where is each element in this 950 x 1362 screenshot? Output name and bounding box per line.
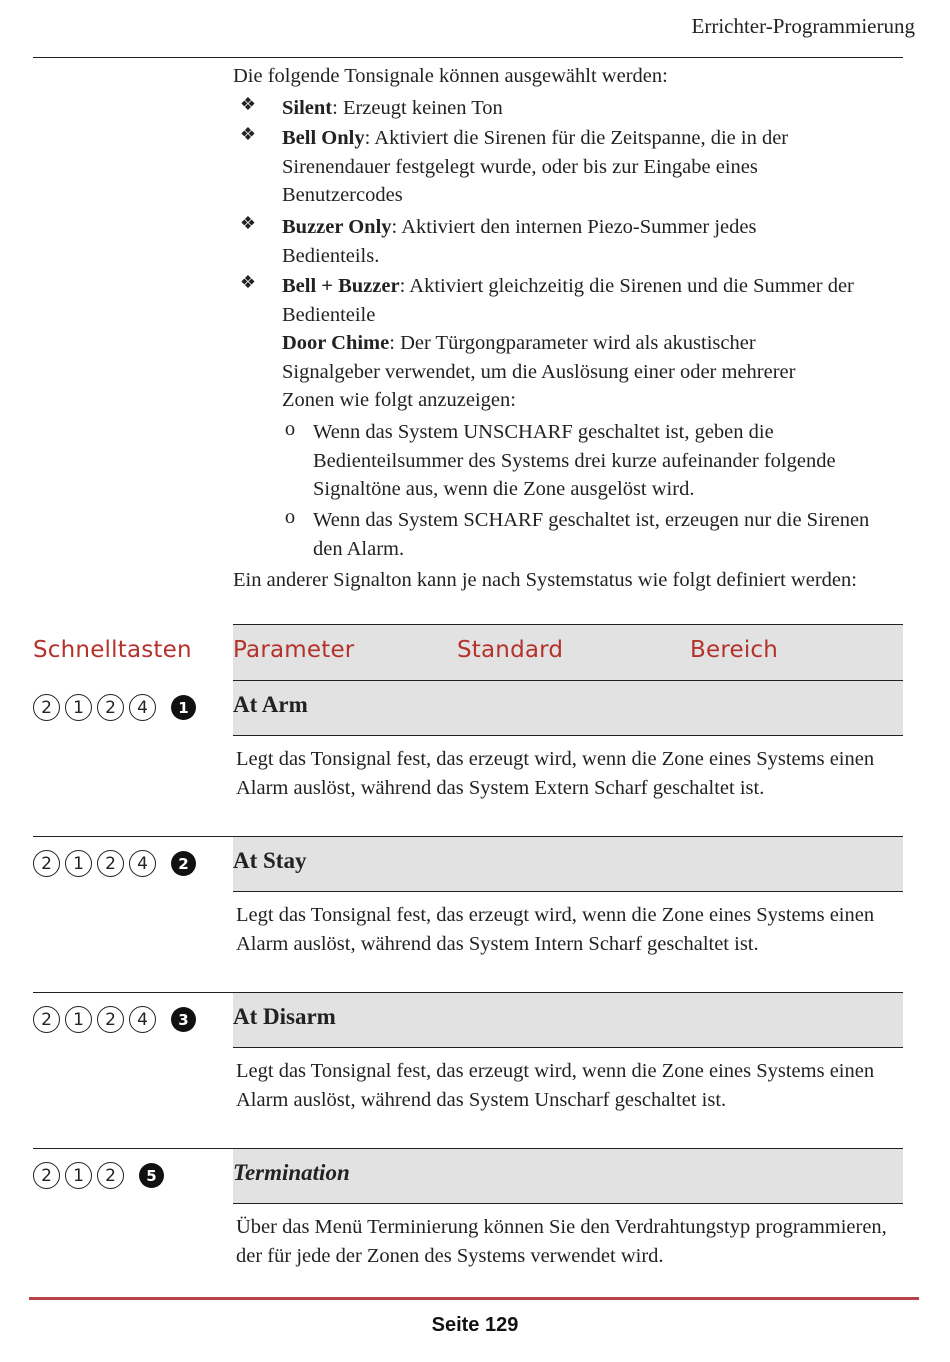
param-at-disarm: At Disarm [233,1004,336,1029]
key-2-icon: 2 [97,694,124,721]
param-description: Legt das Tonsignal fest, das erzeugt wird, wenn die Zone eines Systems einen Alarm auslöst, während das System Extern Scharf geschaltet ist. [236,748,875,799]
param-description: Legt das Tonsignal fest, das erzeugt wird, wenn die Zone eines Systems einen Alarm auslöst, während das System Unscharf geschaltet ist. [236,1060,875,1111]
key-1-icon: 1 [65,850,92,877]
param-description: Über das Menü Terminierung können Sie den Verdrahtungstyp programmieren, der für jede der Zonen des Systems verwendet wird. [236,1216,887,1267]
key-2-icon: 2 [33,1006,60,1033]
key-sequence [33,1006,196,1033]
sub-bullet-scharf: Wenn das System SCHARF geschaltet ist, erzeugen nur die Sirenen den Alarm. [313,509,870,560]
key-1-icon: 1 [65,1162,92,1189]
sub-bullet-unscharf: Wenn das System UNSCHARF geschaltet ist, geben die Bedienteilsummer des Systems drei kurze aufeinander folgende Signaltöne aus, wenn die Zone ausgelöst wird. [313,421,836,500]
key-2-icon: 2 [33,850,60,877]
sub-bullet-icon: o [284,418,296,440]
key-sequence [33,1162,164,1189]
page-number: Seite 129 [431,1314,519,1336]
bullet-bell-buzzer: Bell + Buzzer: Aktiviert gleichzeitig die Sirenen und die Summer der Bedienteile [282,275,854,326]
bullet-bell-only: Bell Only: Aktiviert die Sirenen für die Zeitspanne, die in der Sirenendauer festgelegt wurde, oder bis zur Eingabe eines Benutzercodes [282,127,789,206]
bullet-icon: ❖ [239,213,257,233]
footer-divider [29,1297,919,1300]
bullet-icon: ❖ [239,272,257,292]
key-sequence [33,694,196,721]
key-2-icon: 2 [33,694,60,721]
row-title-band [233,837,903,891]
param-at-stay: At Stay [233,848,307,873]
key-2-icon: 2 [33,1162,60,1189]
param-termination: Termination [233,1160,350,1185]
outro-text: Ein anderer Signalton kann je nach Systemstatus wie folgt definiert werden: [233,569,857,591]
key-2-icon: 2 [97,1162,124,1189]
row-title-band [233,681,903,735]
row-divider [233,1203,903,1204]
key-2-icon: 2 [97,1006,124,1033]
row-divider [233,735,903,736]
bullet-buzzer-only: Buzzer Only: Aktiviert den internen Piezo-Summer jedes Bedienteils. [282,216,757,267]
key-1-icon: 1 [65,694,92,721]
key-1-icon: 1 [65,1006,92,1033]
sub-bullet-icon: o [284,506,296,528]
step-number-icon: 3 [171,1007,196,1032]
header-schnelltasten: Schnelltasten [33,637,192,663]
key-sequence [33,850,196,877]
page-header-title: Errichter-Programmierung [691,14,915,38]
row-divider [233,1047,903,1048]
key-4-icon: 4 [129,694,156,721]
row-divider [233,891,903,892]
step-number-icon: 2 [171,851,196,876]
header-parameter: Parameter [233,637,355,663]
key-4-icon: 4 [129,1006,156,1033]
param-at-arm: At Arm [233,692,308,717]
bullet-icon: ❖ [239,124,257,144]
header-standard: Standard [457,637,564,663]
step-number-icon: 5 [139,1163,164,1188]
door-chime-text: Door Chime: Der Türgongparameter wird als akustischer Signalgeber verwendet, um die Auslösung einer oder mehrerer Zonen wie folgt anzuzeigen: [282,332,796,411]
step-number-icon: 1 [171,695,196,720]
bullet-silent: Silent: Erzeugt keinen Ton [282,97,503,119]
key-4-icon: 4 [129,850,156,877]
param-description: Legt das Tonsignal fest, das erzeugt wird, wenn die Zone eines Systems einen Alarm auslöst, während das System Intern Scharf geschaltet ist. [236,904,875,955]
bullet-icon: ❖ [239,94,257,114]
intro-text: Die folgende Tonsignale können ausgewählt werden: [233,65,668,87]
header-divider [33,57,903,58]
key-2-icon: 2 [97,850,124,877]
header-bereich: Bereich [690,637,779,663]
